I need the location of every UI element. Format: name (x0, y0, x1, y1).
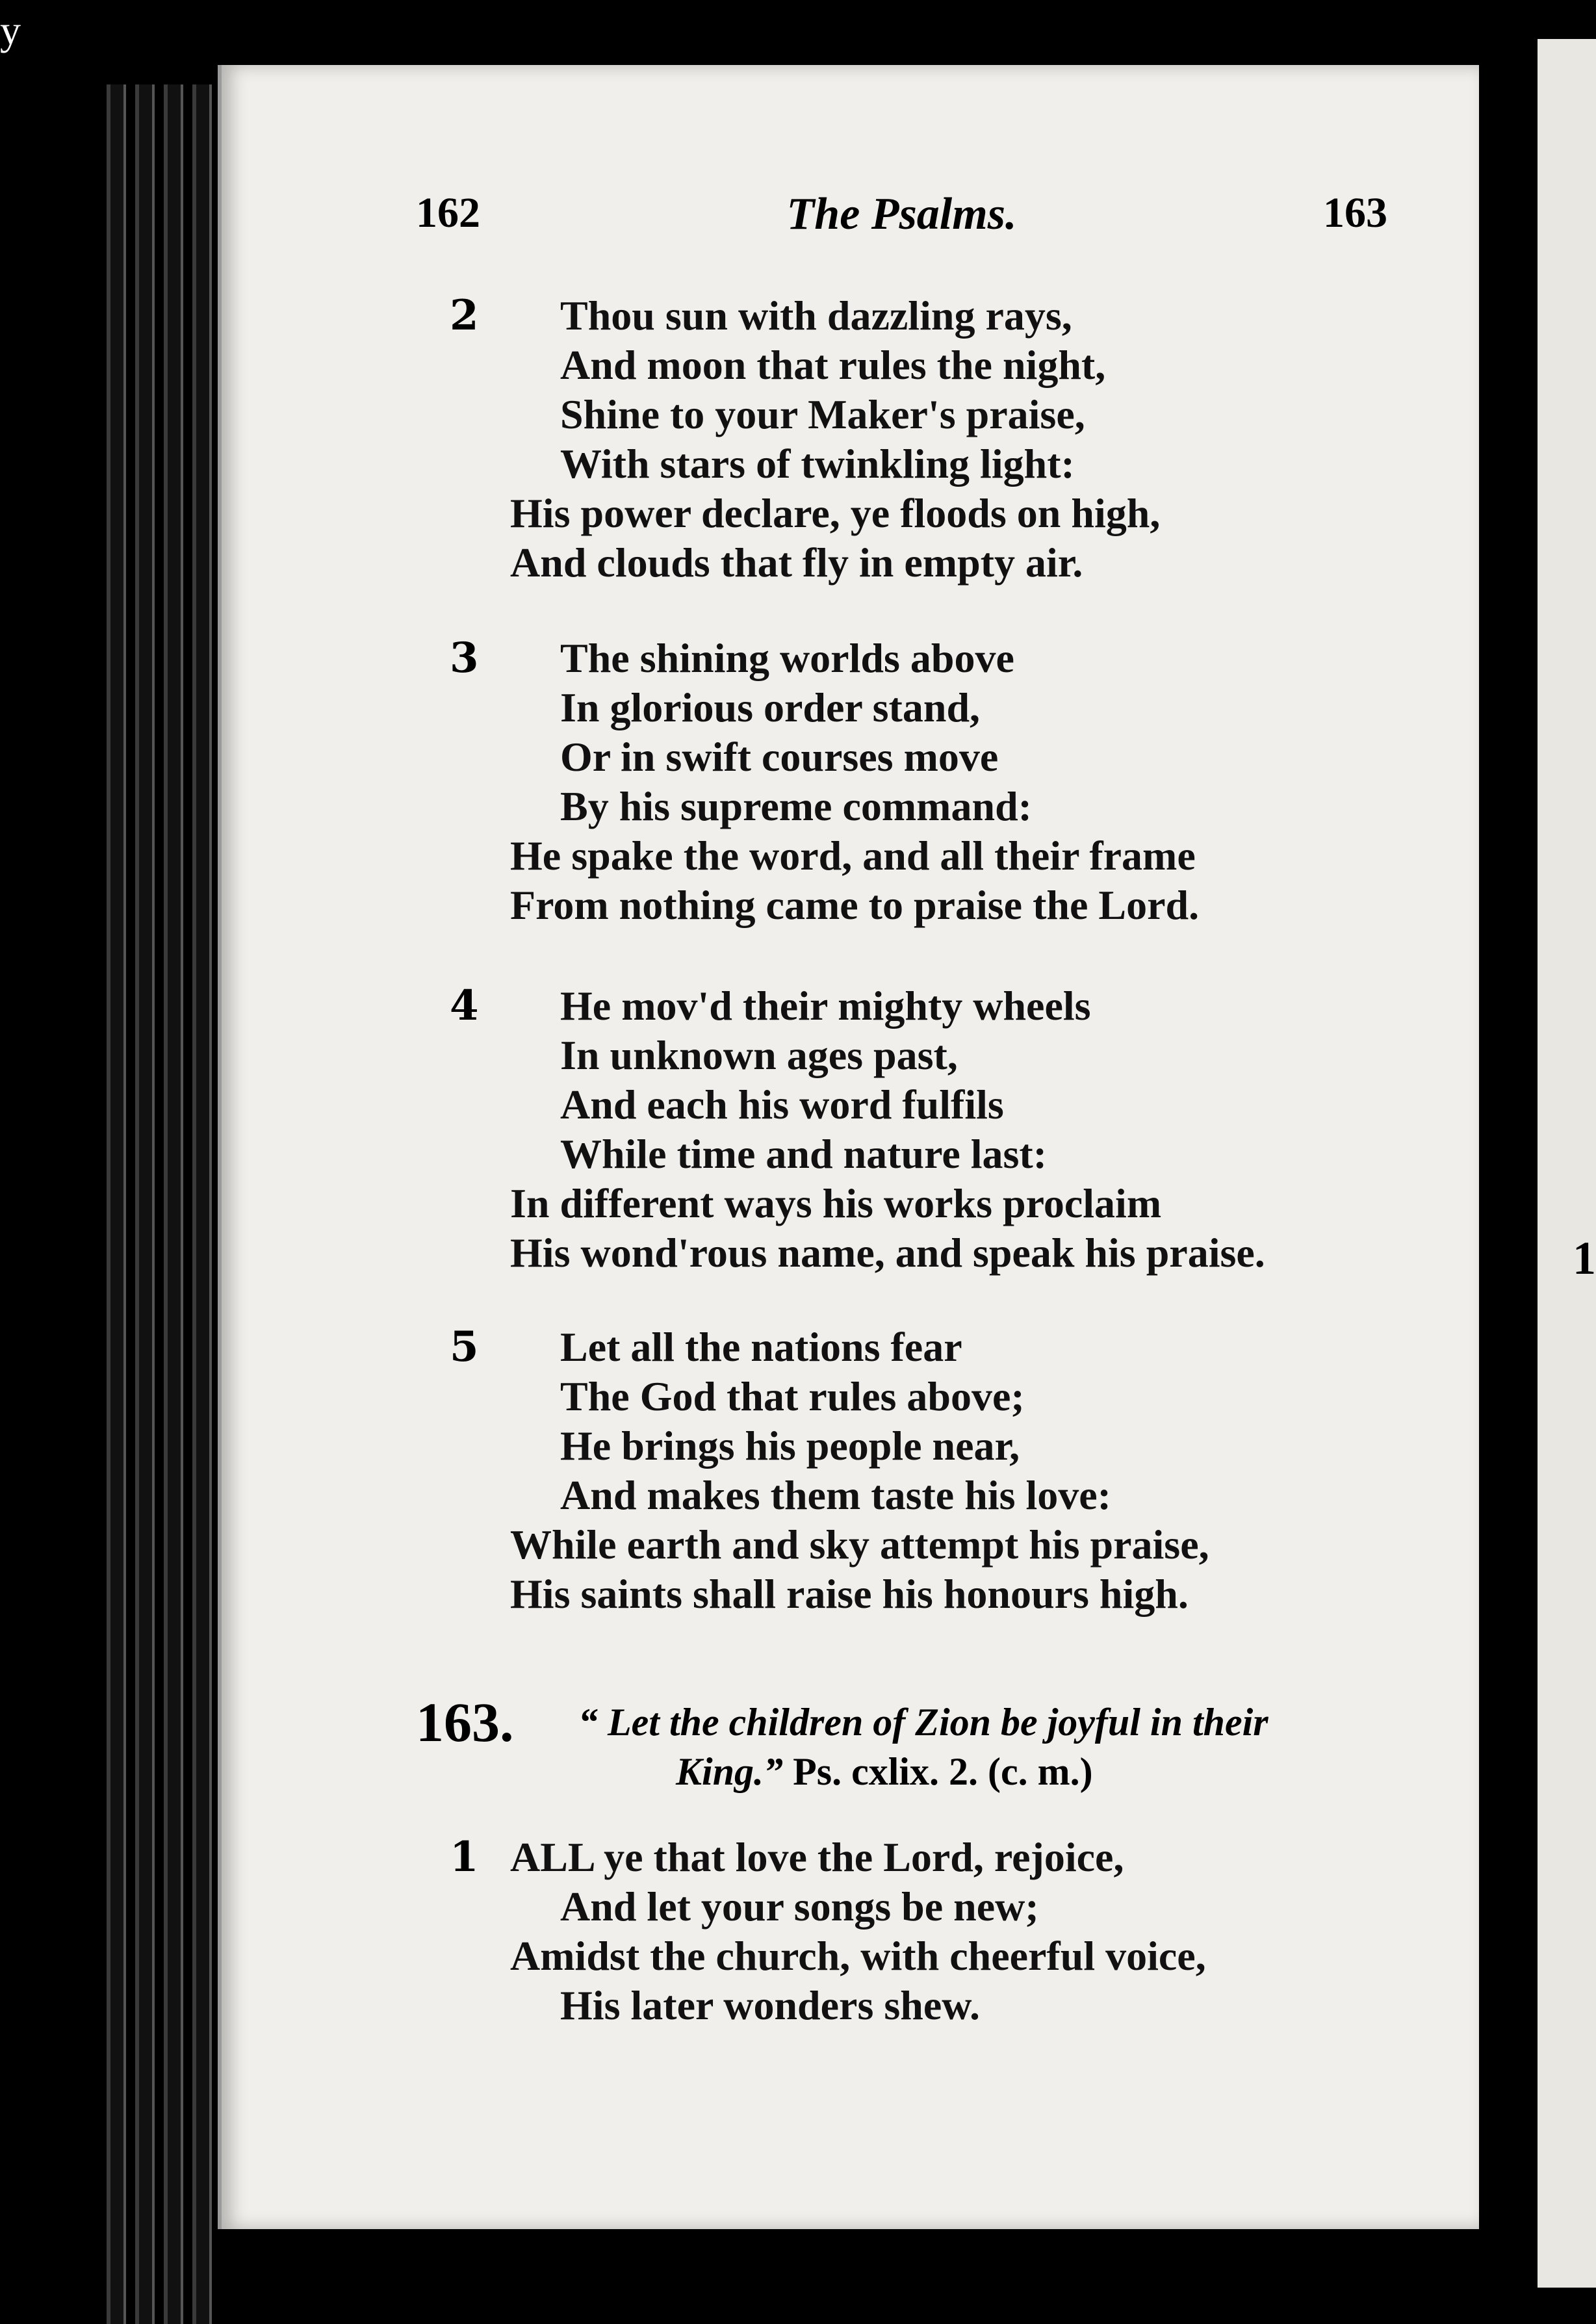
facing-page-edge (1512, 39, 1596, 2288)
verse-line: While time and nature last: (560, 1131, 1048, 1177)
running-title: The Psalms. (786, 189, 1017, 239)
psalm-title (578, 1698, 1268, 1796)
verse-line: His later wonders shew. (560, 1982, 980, 2028)
verse-line: In different ways his works proclaim (510, 1180, 1162, 1226)
verse-number: 1 (450, 1833, 479, 1881)
verse-line: And clouds that fly in empty air. (510, 539, 1083, 586)
verse-number: 3 (450, 634, 479, 682)
page-number-left: 162 (416, 189, 480, 237)
verse-line: The God that rules above; (560, 1373, 1025, 1419)
psalm-title-end: King.” (676, 1750, 784, 1793)
stanza (450, 291, 1161, 587)
stanza (450, 1833, 1206, 2030)
verse-line: And moon that rules the night, (560, 342, 1106, 388)
verse-line: ALL ye that love the Lord, rejoice, (510, 1834, 1124, 1880)
stanza (450, 1323, 1209, 1619)
verse-line: Amidst the church, with cheerful voice, (510, 1933, 1206, 1979)
verse-line: Thou sun with dazzling rays, (560, 292, 1072, 339)
book-spine (97, 84, 214, 2324)
page-number-right: 163 (1323, 189, 1387, 237)
verse-line: By his supreme command: (560, 783, 1032, 829)
verse-line: Or in swift courses move (560, 734, 999, 780)
verse-line: And let your songs be new; (560, 1883, 1039, 1930)
verse-line: His wond'rous name, and speak his praise. (510, 1230, 1265, 1276)
verse-line: His power declare, ye floods on high, (510, 490, 1161, 536)
verse-line: From nothing came to praise the Lord. (510, 882, 1200, 928)
verse-line: And makes them taste his love: (560, 1472, 1111, 1518)
verse-number: 4 (450, 981, 479, 1030)
verse-line: He spake the word, and all their frame (510, 833, 1196, 879)
facing-page-mark: 1 (1573, 1232, 1596, 1284)
stanza (450, 634, 1200, 930)
verse-number: 2 (450, 291, 479, 340)
verse-line: His saints shall raise his honours high. (510, 1571, 1189, 1617)
verse-number: 5 (450, 1323, 479, 1371)
verse-line: While earth and sky attempt his praise, (510, 1521, 1209, 1568)
verse-line: Shine to your Maker's praise, (560, 391, 1085, 437)
verse-line: In glorious order stand, (560, 684, 981, 730)
psalm-title-line: “ Let the children of Zion be joyful in their (578, 1701, 1268, 1744)
running-header (416, 188, 1387, 253)
corner-mark: y (0, 7, 21, 53)
psalm-reference: Ps. cxlix. 2. (c. m.) (793, 1750, 1093, 1793)
verse-line: He mov'd their mighty wheels (560, 983, 1091, 1029)
psalm-title-line (578, 1747, 1268, 1796)
psalm-number: 163. (416, 1691, 514, 1753)
verse-line: Let all the nations fear (560, 1324, 962, 1370)
verse-line: The shining worlds above (560, 635, 1014, 681)
verse-line: He brings his people near, (560, 1423, 1020, 1469)
verse-line: In unknown ages past, (560, 1032, 958, 1078)
verse-line: With stars of twinkling light: (560, 441, 1075, 487)
verse-line: And each his word fulfils (560, 1081, 1004, 1128)
stanza (450, 981, 1265, 1278)
